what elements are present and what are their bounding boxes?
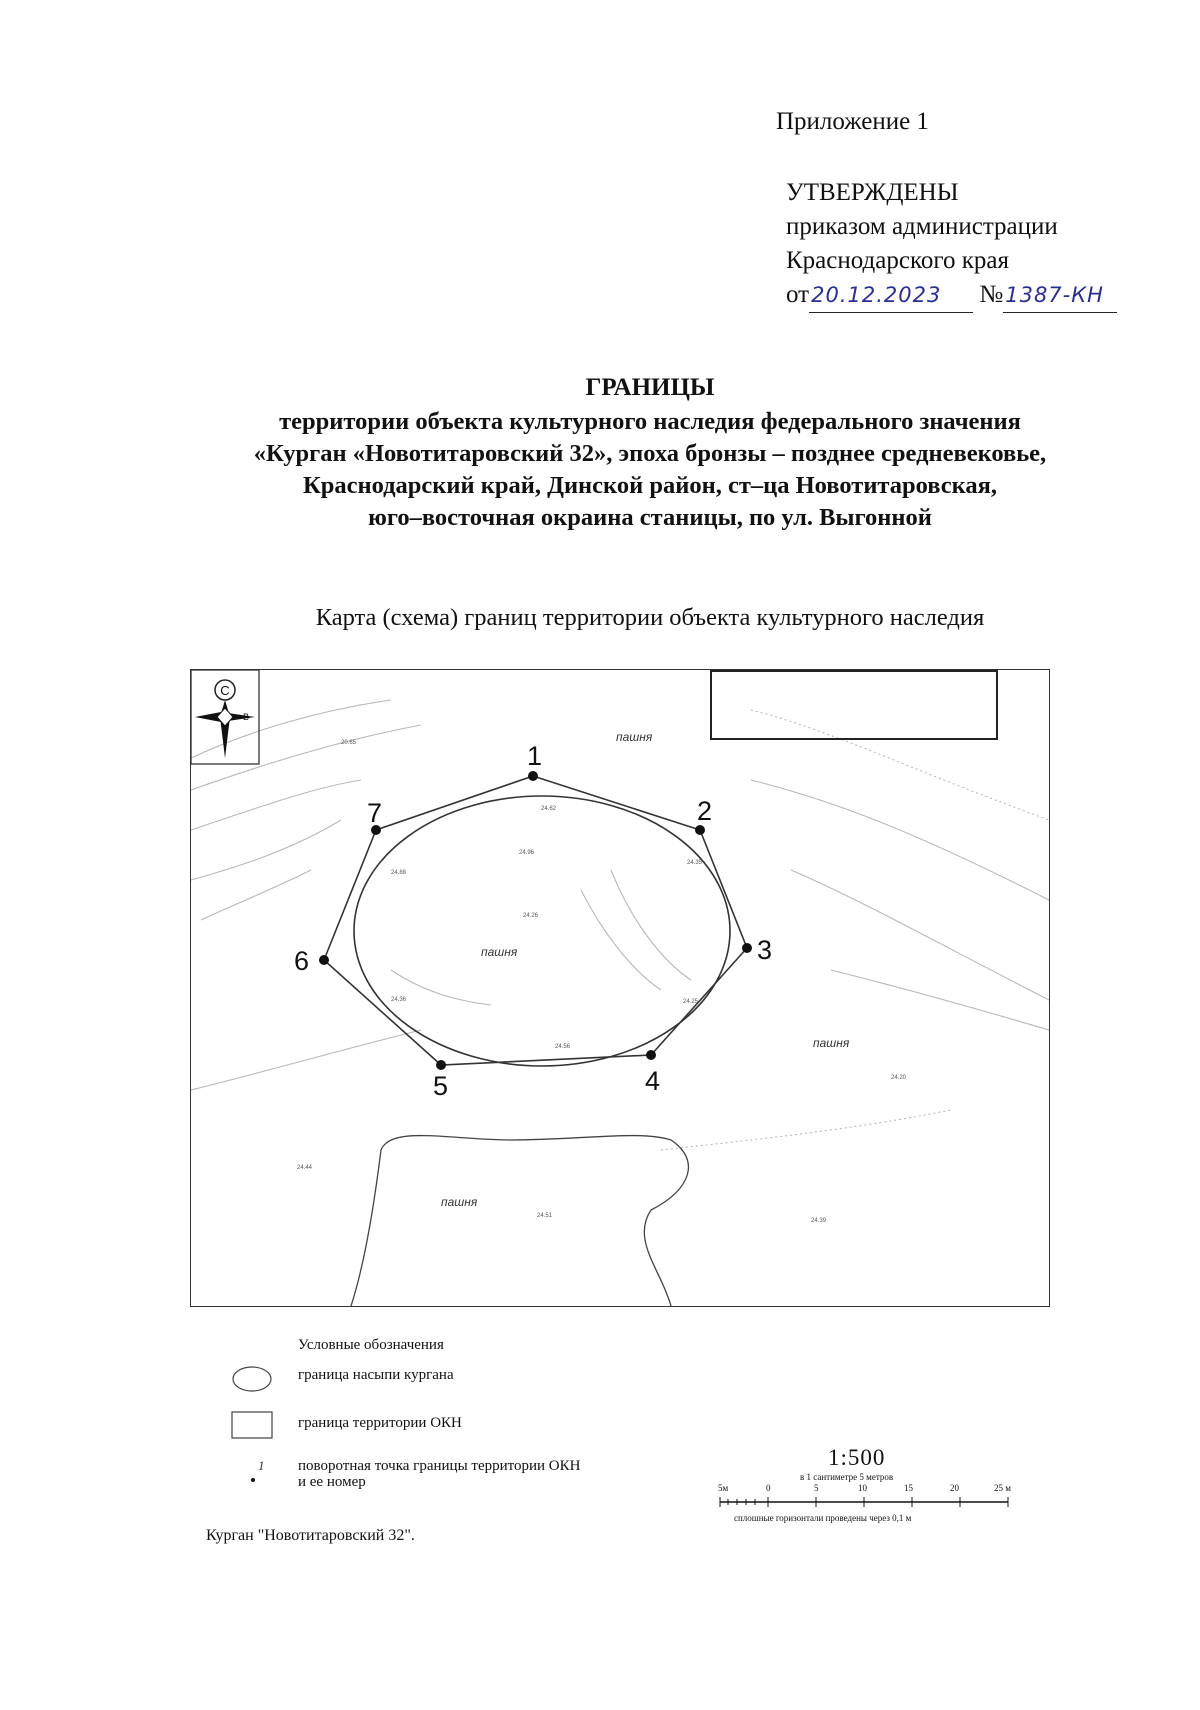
elevation-5: 24.35 xyxy=(687,860,703,866)
scale-tick-15: 15 xyxy=(904,1483,913,1493)
approval-date: 20.12.2023 xyxy=(809,278,973,313)
contour-lines xyxy=(191,700,1049,1150)
contour-note: сплошные горизонтали проведены через 0,1 м xyxy=(734,1513,912,1523)
map-caption: Карта (схема) границ территории объекта культурного наследия xyxy=(315,604,985,631)
document-title xyxy=(100,372,1200,534)
boundary-points xyxy=(319,771,752,1070)
title-line-1: территории объекта культурного наследия федерального значения xyxy=(279,408,1021,435)
mound-boundary xyxy=(354,796,730,1066)
land-label-center: пашня xyxy=(481,945,518,959)
land-label-south: пашня xyxy=(441,1195,478,1209)
okn-territory-boundary xyxy=(324,776,747,1065)
map-frame xyxy=(190,669,1050,1307)
title-line-4: юго–восточная окраина станицы, по ул. Выгонной xyxy=(368,504,932,531)
number-label: № xyxy=(979,281,1004,308)
appendix-label: Приложение 1 xyxy=(776,108,929,135)
boundary-point-1 xyxy=(528,771,538,781)
elevation-4: 24.88 xyxy=(391,870,407,876)
point-label-5: 5 xyxy=(433,1071,449,1101)
legend-title: Условные обозначения xyxy=(298,1337,444,1353)
scale-per-cm: в 1 сантиметре 5 метров xyxy=(800,1472,894,1482)
approval-number: 1387-КН xyxy=(1003,278,1117,313)
elevation-6: 24.26 xyxy=(523,913,539,919)
circle-icon xyxy=(230,1364,274,1394)
bottom-caption: Курган "Новотитаровский 32". xyxy=(206,1527,415,1544)
approval-title: УТВЕРЖДЕНЫ xyxy=(786,179,959,206)
title-main: ГРАНИЦЫ xyxy=(585,374,715,401)
point-icon xyxy=(248,1458,272,1486)
elevation-2: 24.62 xyxy=(541,806,557,812)
point-label-1: 1 xyxy=(527,741,543,771)
point-label-7: 7 xyxy=(367,798,383,828)
compass-rose-icon xyxy=(191,670,259,764)
boundary-point-6 xyxy=(319,955,329,965)
legend-item-point: поворотная точка границы территории ОКН и ее номер xyxy=(298,1458,581,1490)
scale-tick-25: 25 м xyxy=(994,1483,1011,1493)
elevation-marks xyxy=(297,740,907,1224)
scale-ratio: 1:500 xyxy=(828,1445,886,1470)
legend-item-mound: граница насыпи кургана xyxy=(298,1367,454,1383)
boundary-point-3 xyxy=(742,943,752,953)
scale-tick-5: 5 xyxy=(814,1483,819,1493)
title-line-3: Краснодарский край, Динской район, ст–ца Новотитаровская, xyxy=(302,472,998,499)
info-box xyxy=(711,671,997,739)
title-line-2: «Курган «Новотитаровский 32», эпоха бронзы – позднее средневековье, xyxy=(253,440,1047,467)
boundary-point-5 xyxy=(436,1060,446,1070)
boundary-point-labels xyxy=(294,741,772,1101)
elevation-13: 24.39 xyxy=(811,1218,827,1224)
elevation-3: 24.96 xyxy=(519,850,535,856)
elevation-8: 24.25 xyxy=(683,999,699,1005)
boundary-point-2 xyxy=(695,825,705,835)
compass-east-letter: В xyxy=(243,712,250,722)
legend-item-territory: граница территории ОКН xyxy=(298,1415,462,1431)
boundary-map xyxy=(191,670,1049,1306)
elevation-1: 20.65 xyxy=(341,740,357,746)
approval-block xyxy=(786,176,1117,313)
approval-line-2: Краснодарского края xyxy=(786,247,1009,274)
land-label-north: пашня xyxy=(616,730,653,744)
approval-date-line xyxy=(786,278,1117,313)
rectangle-icon xyxy=(230,1410,276,1440)
elevation-11: 24.44 xyxy=(297,1165,313,1171)
compass-north-letter: С xyxy=(220,683,230,698)
approval-line-1: приказом администрации xyxy=(786,213,1058,240)
elevation-10: 24.20 xyxy=(891,1075,907,1081)
boundary-point-4 xyxy=(646,1050,656,1060)
scale-tick-5m: 5м xyxy=(718,1483,729,1493)
point-label-6: 6 xyxy=(294,946,310,976)
scale-tick-20: 20 xyxy=(950,1483,959,1493)
elevation-9: 24.56 xyxy=(555,1044,571,1050)
field-contour xyxy=(351,1136,688,1306)
scale-tick-10: 10 xyxy=(858,1483,867,1493)
land-label-east: пашня xyxy=(813,1036,850,1050)
elevation-7: 24.36 xyxy=(391,997,407,1003)
point-label-4: 4 xyxy=(645,1066,661,1096)
scale-bar xyxy=(718,1494,1018,1510)
scale-tick-0: 0 xyxy=(766,1483,771,1493)
point-label-3: 3 xyxy=(757,935,773,965)
elevation-12: 24.51 xyxy=(537,1213,553,1219)
from-label: от xyxy=(786,281,810,308)
point-icon-number: 1 xyxy=(258,1458,265,1473)
point-label-2: 2 xyxy=(697,796,713,826)
